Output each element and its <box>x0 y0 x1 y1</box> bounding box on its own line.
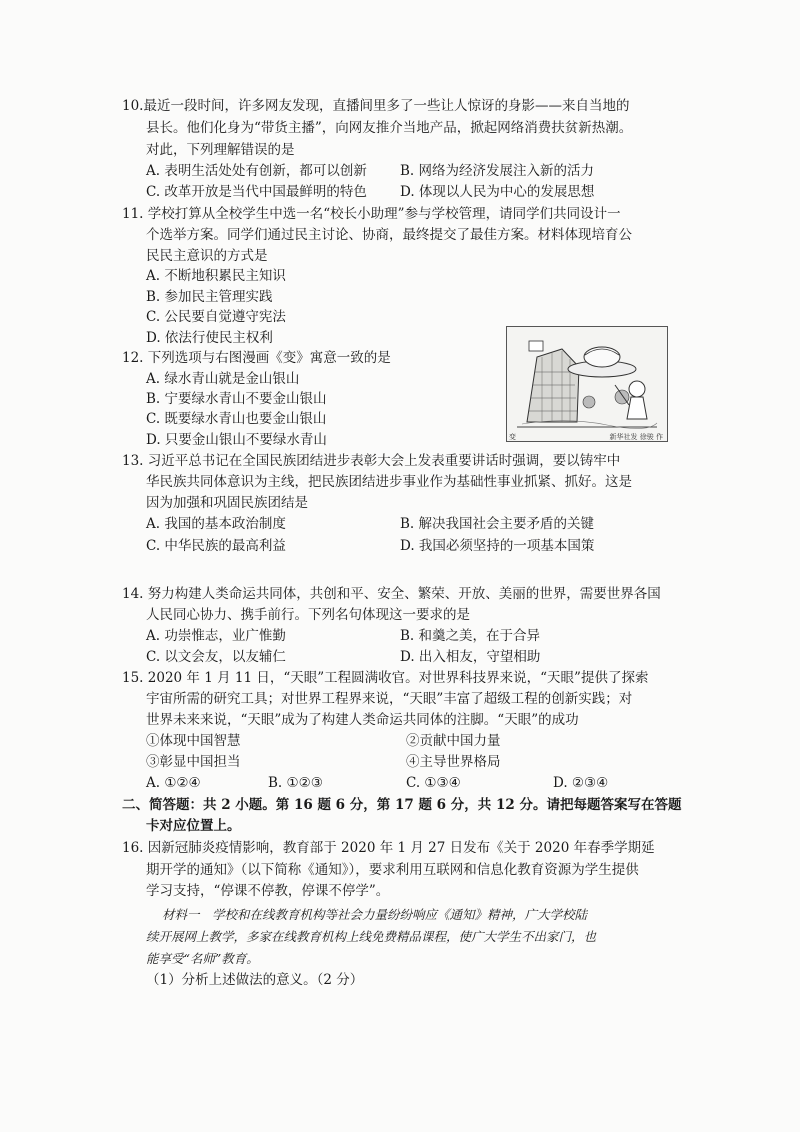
q15-line1: 15. 2020 年 1 月 11 日，“天眼”工程圆满收官。对世界科技界来说，“天眼”提供了探索 <box>122 670 649 686</box>
q14-option-b: B. 和羹之美，在于合异 <box>400 628 541 644</box>
q16-line2: 期开学的通知》（以下简称《通知》），要求利用互联网和信息化教育资源为学生提供 <box>146 862 639 878</box>
q10-line2: 县长。他们化身为“带货主播”，向网友推介当地产品，掀起网络消费扶贫新热潮。 <box>146 120 633 136</box>
q16-material-line2: 续开展网上教学，多家在线教育机构上线免费精品课程，使广大学生不出家门，也 <box>146 929 597 944</box>
q15-option-b: B. ①②③ <box>268 775 323 791</box>
q11-option-b: B. 参加民主管理实践 <box>146 289 273 305</box>
q13-option-b: B. 解决我国社会主要矛盾的关键 <box>400 516 595 532</box>
q16-subquestion-1: （1）分析上述做法的意义。（2 分） <box>146 972 364 988</box>
q16-material-line3: 能享受“名师”教育。 <box>146 951 259 966</box>
q10-option-a: A. 表明生活处处有创新，都可以创新 <box>146 163 367 179</box>
q13-line2: 华民族共同体意识为主线，把民族团结进步事业作为基础性事业抓紧、抓好。这是 <box>146 474 632 490</box>
q13-line3: 因为加强和巩固民族团结是 <box>146 495 308 511</box>
q15-statement-2: ②贡献中国力量 <box>406 733 501 749</box>
q10-option-c: C. 改革开放是当代中国最鲜明的特色 <box>146 184 367 200</box>
q15-line2: 宇宙所需的研究工具；对世界工程界来说，“天眼”丰富了超级工程的创新实践；对 <box>146 691 633 707</box>
q14-option-c: C. 以文会友，以友辅仁 <box>146 649 286 665</box>
q16-line1: 16. 因新冠肺炎疫情影响，教育部于 2020 年 1 月 27 日发布《关于 2020 年春季学期延 <box>122 840 655 856</box>
q11-line1: 11. 学校打算从全校学生中选一名“校长小助理”参与学校管理，请同学们共同设计一 <box>122 206 621 222</box>
q11-option-d: D. 依法行使民主权利 <box>146 330 273 346</box>
q14-line2: 人民同心协力、携手前行。下列名句体现这一要求的是 <box>146 607 470 623</box>
section2-heading-line2: 卡对应位置上。 <box>146 818 241 834</box>
q14-line1: 14. 努力构建人类命运共同体，共创和平、安全、繁荣、开放、美丽的世界，需要世界各国 <box>122 586 661 602</box>
q12-option-b: B. 宁要绿水青山不要金山银山 <box>146 391 327 407</box>
q10-line1: 10.最近一段时间，许多网友发现，直播间里多了一些让人惊讶的身影——来自当地的 <box>122 98 630 114</box>
q12-option-d: D. 只要金山银山不要绿水青山 <box>146 432 327 448</box>
q13-option-c: C. 中华民族的最高利益 <box>146 538 286 554</box>
q11-line2: 个选举方案。同学们通过民主讨论、协商，最终提交了最佳方案。材料体现培育公 <box>146 227 632 243</box>
q15-option-d: D. ②③④ <box>553 775 609 791</box>
q11-option-c: C. 公民要自觉遵守宪法 <box>146 309 286 325</box>
q16-material-line1: 材料一 学校和在线教育机构等社会力量纷纷响应《通知》精神，广大学校陆 <box>162 907 588 922</box>
q12-line1: 12. 下列选项与右图漫画《变》寓意一致的是 <box>122 350 391 366</box>
cartoon-illustration <box>506 326 668 442</box>
q13-line1: 13. 习近平总书记在全国民族团结进步表彰大会上发表重要讲话时强调，要以铸牢中 <box>122 453 621 469</box>
q13-option-a: A. 我国的基本政治制度 <box>146 516 286 532</box>
section2-heading-line1: 二、简答题：共 2 小题。第 16 题 6 分，第 17 题 6 分，共 12 分。请把每题答案写在答题 <box>122 797 682 813</box>
cartoon-caption-title: 变 <box>509 433 516 441</box>
cartoon-caption-credit: 新华社发 徐骏 作 <box>609 433 663 441</box>
q14-option-a: A. 功崇惟志，业广惟勤 <box>146 628 286 644</box>
q11-option-a: A. 不断地积累民主知识 <box>146 268 286 284</box>
q12-option-a: A. 绿水青山就是金山银山 <box>146 371 300 387</box>
q16-line3: 学习支持，“停课不停教，停课不停学”。 <box>146 883 390 899</box>
q10-line3: 对此，下列理解错误的是 <box>146 142 295 158</box>
q15-line3: 世界未来来说，“天眼”成为了构建人类命运共同体的注脚。“天眼”的成功 <box>146 712 579 728</box>
q10-option-d: D. 体现以人民为中心的发展思想 <box>400 184 595 200</box>
q15-option-c: C. ①③④ <box>406 775 461 791</box>
q15-statement-1: ①体现中国智慧 <box>146 733 241 749</box>
q13-option-d: D. 我国必须坚持的一项基本国策 <box>400 538 595 554</box>
q15-option-a: A. ①②④ <box>146 775 201 791</box>
cartoon-drawing <box>507 327 667 441</box>
q15-statement-3: ③彰显中国担当 <box>146 754 241 770</box>
q15-statement-4: ④主导世界格局 <box>406 754 501 770</box>
q10-option-b: B. 网络为经济发展注入新的活力 <box>400 163 595 179</box>
q14-option-d: D. 出入相友，守望相助 <box>400 649 541 665</box>
q11-line3: 民民主意识的方式是 <box>146 248 268 264</box>
q12-option-c: C. 既要绿水青山也要金山银山 <box>146 411 327 427</box>
